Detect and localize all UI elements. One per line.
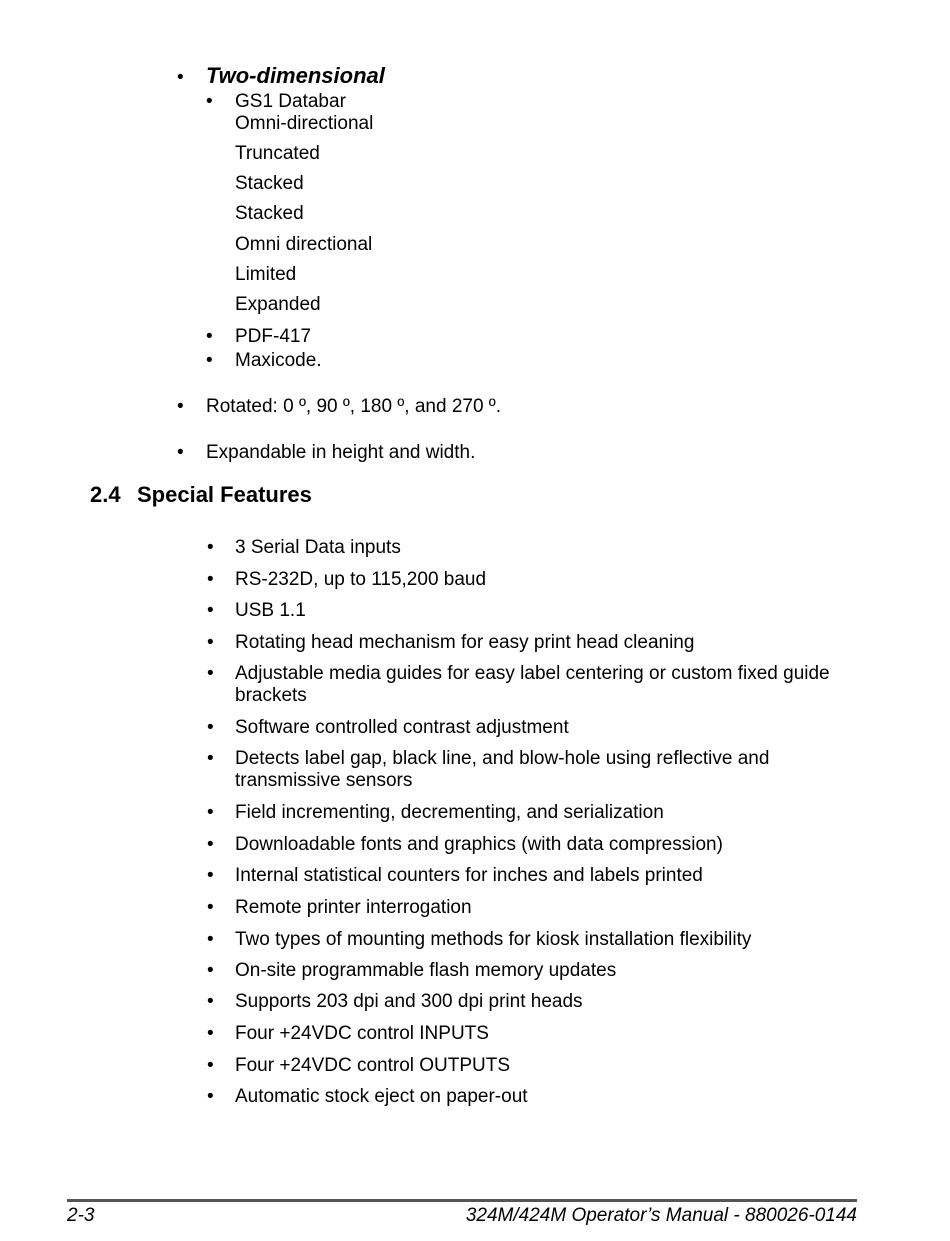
feature-text: Software controlled contrast adjustment: [235, 717, 569, 738]
feature-text: 3 Serial Data inputs: [235, 537, 401, 558]
feature-text: Four +24VDC control INPUTS: [235, 1023, 489, 1044]
bullet: •: [207, 717, 214, 738]
bullet: •: [207, 1055, 214, 1076]
bullet: •: [207, 1023, 214, 1044]
two-dimensional-heading: Two-dimensional: [206, 63, 385, 88]
gs1-variant: Truncated: [235, 143, 320, 164]
bullet: •: [207, 960, 214, 981]
section-title: Special Features: [137, 482, 312, 507]
footer-divider: [67, 1199, 857, 1202]
bullet: •: [206, 91, 213, 112]
bullet: •: [177, 67, 184, 88]
feature-text: Two types of mounting methods for kiosk installation flexibility: [235, 929, 752, 950]
manual-title: 324M/424M Operator’s Manual - 880026-0144: [465, 1205, 857, 1226]
feature-text: RS-232D, up to 115,200 baud: [235, 569, 487, 590]
bullet: •: [206, 350, 213, 371]
feature-text: Remote printer interrogation: [235, 897, 472, 918]
bullet: •: [207, 929, 214, 950]
bullet: •: [177, 442, 184, 463]
feature-text: Internal statistical counters for inches and labels printed: [235, 865, 703, 886]
feature-text: Supports 203 dpi and 300 dpi print heads: [235, 991, 583, 1012]
section-number: 2.4: [90, 482, 121, 507]
expandable-item: Expandable in height and width.: [206, 442, 476, 463]
bullet: •: [207, 865, 214, 886]
gs1-variant: Omni-directional: [235, 113, 374, 134]
feature-text: Adjustable media guides for easy label centering or custom fixed guide brackets: [235, 663, 830, 706]
feature-text: Four +24VDC control OUTPUTS: [235, 1055, 511, 1076]
bullet: •: [207, 748, 214, 769]
bullet: •: [207, 991, 214, 1012]
bullet: •: [207, 1086, 214, 1107]
feature-text: Rotating head mechanism for easy print head cleaning: [235, 632, 695, 653]
feature-text: Automatic stock eject on paper-out: [235, 1086, 528, 1107]
feature-text: Detects label gap, black line, and blow-hole using reflective and transmissive sensors: [235, 748, 770, 791]
bullet: •: [207, 569, 214, 590]
feature-text: USB 1.1: [235, 600, 306, 621]
bullet: •: [177, 396, 184, 417]
bullet: •: [207, 600, 214, 621]
bullet: •: [207, 834, 214, 855]
gs1-databar-label: GS1 Databar: [235, 91, 346, 112]
bullet: •: [207, 632, 214, 653]
bullet: •: [207, 537, 214, 558]
gs1-variant: Stacked: [235, 173, 304, 194]
feature-text: Downloadable fonts and graphics (with data compression): [235, 834, 723, 855]
bullet: •: [206, 326, 213, 347]
barcode-type-item: Maxicode.: [235, 350, 322, 371]
gs1-variant: Stacked: [235, 203, 304, 224]
feature-text: On-site programmable flash memory updates: [235, 960, 617, 981]
bullet: •: [207, 663, 214, 684]
bullet: •: [207, 802, 214, 823]
rotation-item: Rotated: 0 º, 90 º, 180 º, and 270 º.: [206, 396, 502, 417]
gs1-variant: Expanded: [235, 294, 321, 315]
gs1-variant: Omni directional: [235, 234, 373, 255]
feature-text: Field incrementing, decrementing, and serialization: [235, 802, 664, 823]
page-number: 2-3: [67, 1205, 95, 1226]
gs1-variant: Limited: [235, 264, 297, 285]
barcode-type-item: PDF-417: [235, 326, 312, 347]
bullet: •: [207, 897, 214, 918]
